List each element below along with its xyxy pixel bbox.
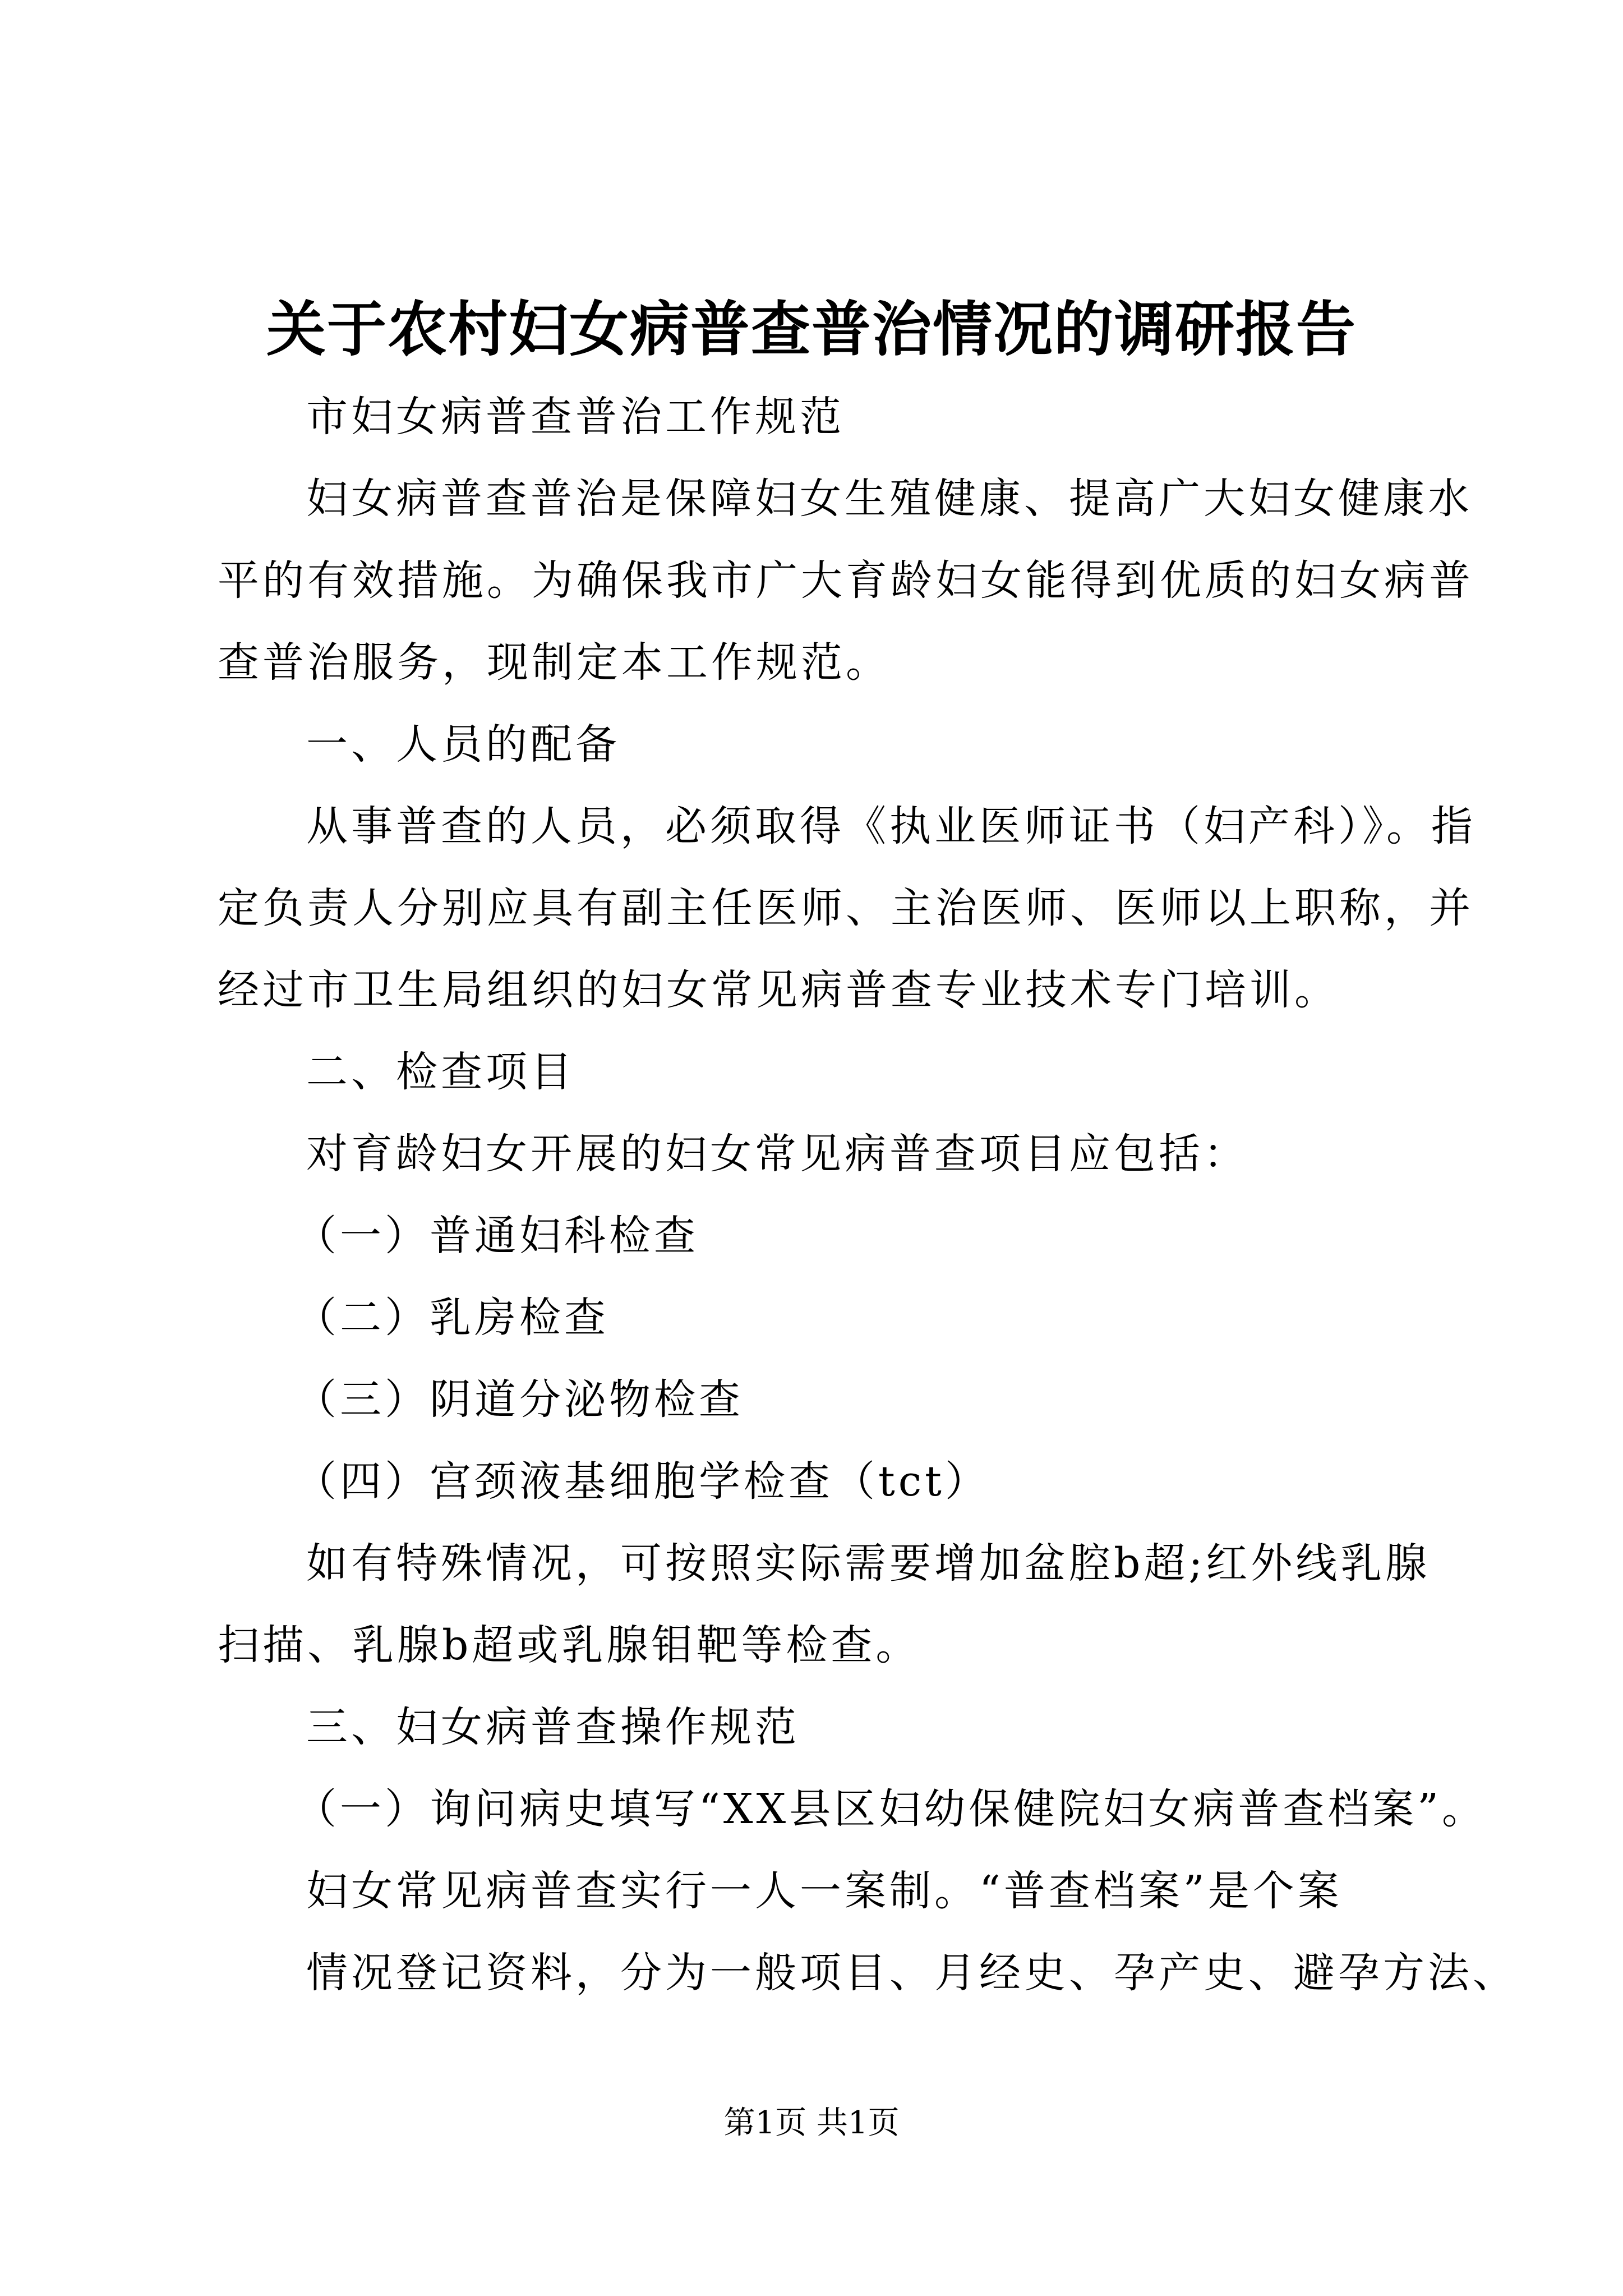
text-line: 市妇女病普查普治工作规范 [306, 393, 845, 441]
text-line: 二、检查项目 [306, 1048, 575, 1096]
text-line: （二）乳房检查 [295, 1294, 609, 1342]
text-line: 查普治服务，现制定本工作规范。 [218, 638, 891, 687]
text-line: 情况登记资料，分为一般项目、月经史、孕产史、避孕方法、 [306, 1949, 1518, 1997]
text-line: （一）普通妇科检查 [295, 1212, 699, 1260]
text-line: 三、妇女病普查操作规范 [306, 1703, 800, 1751]
text-line: 如有特殊情况，可按照实际需要增加盆腔b超;红外线乳腺 [306, 1539, 1431, 1588]
text-line: 妇女常见病普查实行一人一案制。“普查档案”是个案 [306, 1867, 1343, 1915]
text-line: 定负责人分别应具有副主任医师、主治医师、医师以上职称，并 [218, 884, 1474, 932]
text-line: 妇女病普查普治是保障妇女生殖健康、提高广大妇女健康水 [306, 475, 1473, 523]
document-body [218, 376, 1518, 2014]
text-line: （三）阴道分泌物检查 [295, 1375, 744, 1424]
text-line: 平的有效措施。为确保我市广大育龄妇女能得到优质的妇女病普 [218, 556, 1474, 605]
text-line: （一）询问病史填写“XX县区妇幼保健院妇女病普查档案”。 [295, 1785, 1487, 1833]
text-line: 从事普查的人员，必须取得《执业医师证书（妇产科）》。指 [306, 802, 1476, 850]
text-line: 经过市卫生局组织的妇女常见病普查专业技术专门培训。 [218, 966, 1339, 1014]
text-line: 扫描、乳腺b超或乳腺钼靶等检查。 [218, 1621, 921, 1669]
document-title: 关于农村妇女病普查普治情况的调研报告 [266, 294, 1357, 364]
text-line: 对育龄妇女开展的妇女常见病普查项目应包括： [306, 1130, 1248, 1178]
text-line: （四）宫颈液基细胞学检查（tct） [295, 1457, 990, 1506]
text-line: 一、人员的配备 [306, 720, 620, 769]
page-footer: 第1页 共1页 [723, 2105, 900, 2141]
